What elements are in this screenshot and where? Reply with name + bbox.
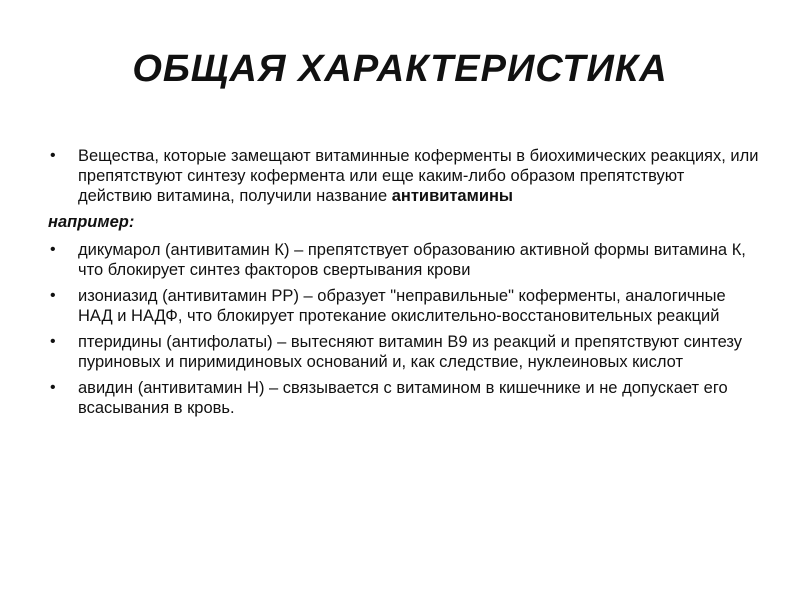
slide-content <box>48 146 760 424</box>
intro-bullet-item <box>48 146 760 206</box>
list-item-text: птеридины (антифолаты) – вытесняют витамин В9 из реакций и препятствуют синтезу пуриновых и пиримидиновых оснований и, как следствие, нуклеиновых кислот <box>78 333 743 371</box>
intro-text: Вещества, которые замещают витаминные коферменты в биохимических реакциях, или препятствуют синтезу кофермента или еще каким-либо образом препятствуют действию витамина, получили название <box>78 147 759 205</box>
list-item <box>48 332 760 372</box>
list-item-text: дикумарол (антивитамин К) – препятствует образованию активной формы витамина К, что блокирует синтез факторов свертывания крови <box>78 241 746 279</box>
bullet-icon: • <box>50 333 56 350</box>
list-item-text: изониазид (антивитамин РР) – образует "неправильные" коферменты, аналогичные НАД и НАДФ, что блокирует протекание окислительно-восстановительных реакций <box>78 287 726 325</box>
bullet-icon: • <box>50 379 56 396</box>
bullet-icon: • <box>50 241 56 258</box>
list-item <box>48 378 760 418</box>
intro-term: антивитамины <box>391 187 514 205</box>
slide-title: ОБЩАЯ ХАРАКТЕРИСТИКА <box>132 48 668 90</box>
list-item-text: авидин (антивитамин Н) – связывается с витамином в кишечнике и не допускает его всасывания в кровь. <box>78 379 728 417</box>
list-item <box>48 240 760 280</box>
bullet-icon: • <box>50 287 56 304</box>
list-item <box>48 286 760 326</box>
example-label: например: <box>48 213 135 231</box>
bullet-icon: • <box>50 147 56 164</box>
